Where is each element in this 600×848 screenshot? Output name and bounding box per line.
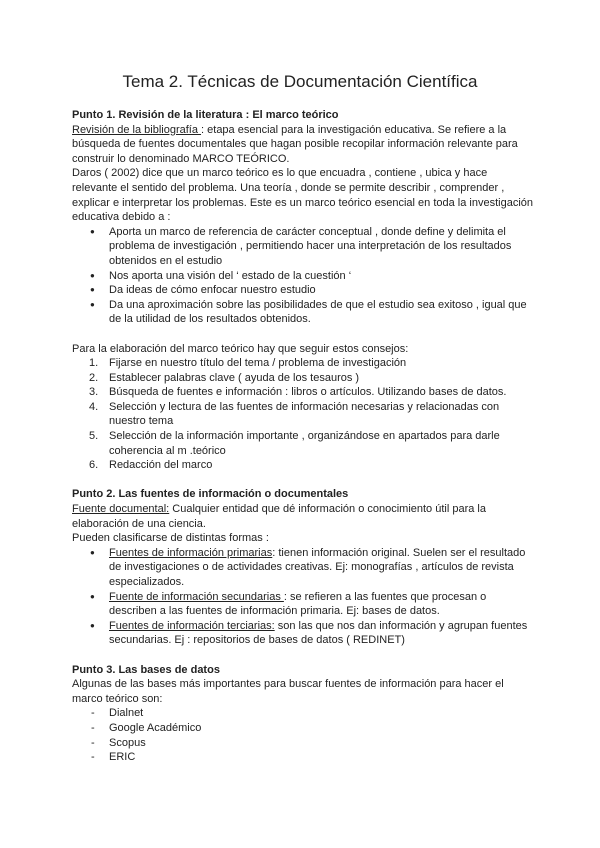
list-item: ● Fuente de información secundarias : se refieren a las fuentes que procesan o describen a las fuentes de información primaria. Ej: bases de datos. [72,590,534,619]
section-1-bullet-list [72,225,534,327]
section-3-heading: Punto 3. Las bases de datos [72,663,220,676]
list-item: 2. Establecer palabras clave ( ayuda de los tesauros ) [89,371,360,384]
section-2-bullet-list [72,546,534,648]
section-3-paragraph-1: Algunas de las bases más importantes para buscar fuentes de información para hacer el marco teórico son: [72,678,504,705]
list-item: - Google Académico [72,721,534,736]
section-1-numbered-list [72,356,534,473]
term-revision-bibliografia: Revisión de la bibliografía [72,123,202,136]
term-fuente-documental: Fuente documental: [72,503,170,516]
list-item: 1. Fijarse en nuestro título del tema / problema de investigación [89,357,407,370]
section-2-paragraph-1: Fuente documental: Cualquier entidad que dé información o conocimiento útil para la elaboración de una ciencia. [72,503,486,530]
section-1-heading: Punto 1. Revisión de la literatura : El marco teórico [72,109,339,121]
section-1-paragraph-3: Para la elaboración del marco teórico hay que seguir estos consejos: [72,342,409,355]
document-body [72,108,534,765]
list-item: ● Da ideas de cómo enfocar nuestro estudio [72,283,534,298]
list-item: 3. Búsqueda de fuentes e información : libros o artículos. Utilizando bases de datos. [89,386,507,399]
list-item: - Dialnet [72,706,534,721]
list-item: ● Aporta un marco de referencia de carácter conceptual , donde define y delimita el problema de investigación , permitiendo hacer una interpretación de los resultados obtenidos en el estudio [72,225,534,269]
list-item: ● Fuentes de información terciarias: son las que nos dan información y agrupan fuentes secundarias. Ej : repositorios de bases de datos ( REDINET) [72,619,534,648]
list-item: ● Da una aproximación sobre las posibilidades de que el estudio sea exitoso , igual que de la utilidad de los resultados obtenidos. [72,298,534,327]
list-item: ● Fuentes de información primarias: tienen información original. Suelen ser el resultado de investigaciones o de actividades creativas. Ej: monografías , artículos de revista especializados. [72,546,534,590]
list-item: 4. Selección y lectura de las fuentes de información necesarias y relacionadas con nuestro tema [89,400,500,428]
section-3-dash-list [72,706,534,764]
document-title: Tema 2. Técnicas de Documentación Científica [122,72,478,91]
list-item: 5. Selección de la información importante , organizándose en apartados para darle coherencia al m .teórico [89,430,500,457]
section-1-paragraph-1: Revisión de la bibliografía : etapa esencial para la investigación educativa. Se refiere a la búsqueda de fuentes documentales que hagan posible recopilar información relevante para construir lo denominado MARCO TEÓRICO. [72,123,518,165]
section-2-paragraph-2: Pueden clasificarse de distintas formas : [72,532,269,545]
section-2-heading: Punto 2. Las fuentes de información o documentales [72,488,349,501]
list-item: 6. Redacción del marco [89,459,213,472]
list-item: ● Nos aporta una visión del ‘ estado de la cuestión ‘ [72,269,534,284]
section-1-paragraph-2: Daros ( 2002) dice que un marco teórico es lo que encuadra , contiene , ubica y hace relevante el sentido del problema. Una teoría , donde se permite describir , comprender , explicar e interpretar los problemas. Este es un marco teórico esencial en toda la investigación educativa debido a : [72,167,534,224]
list-item: - ERIC [72,750,534,765]
list-item: - Scopus [72,736,534,751]
